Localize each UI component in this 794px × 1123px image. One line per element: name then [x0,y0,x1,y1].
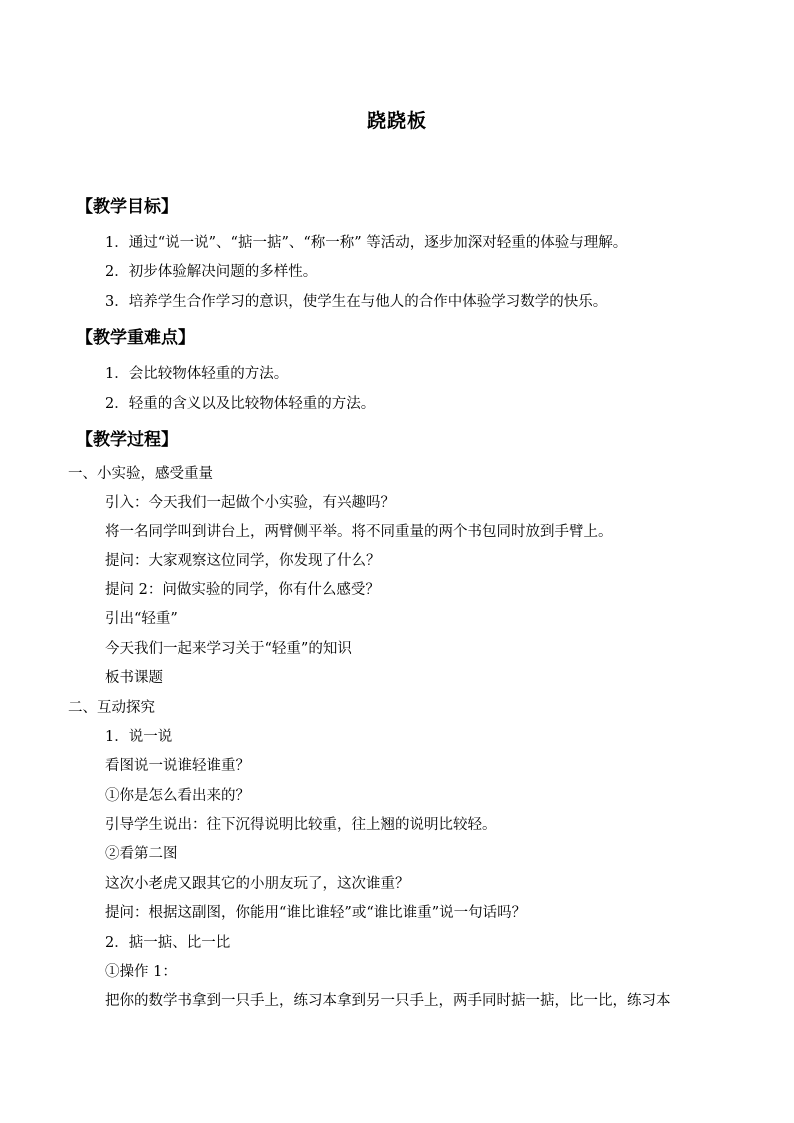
part1-line: 今天我们一起来学习关于“轻重”的知识 [105,641,352,657]
part2-line: ①操作 1： [105,964,177,980]
part2-line: 1．说一说 [105,729,173,745]
part2-line: 把你的数学书拿到一只手上，练习本拿到另一只手上，两手同时掂一掂，比一比，练习本 [105,993,671,1009]
part1-line: 引出“轻重” [105,611,178,627]
part2-line: 2．掂一掂、比一比 [105,935,231,951]
part1-title: 一、小实验，感受重量 [68,466,213,482]
goal-item: 3．培养学生合作学习的意识，使学生在与他人的合作中体验学习数学的快乐。 [105,294,608,310]
part2-line: 看图说一说谁轻谁重？ [105,758,250,774]
part2-line: ②看第二图 [105,846,178,862]
goal-item: 2．初步体验解决问题的多样性。 [105,264,318,280]
key-item: 1．会比较物体轻重的方法。 [105,366,289,382]
document-title: 跷跷板 [366,110,427,132]
part2-line: 引导学生说出：往下沉得说明比较重，往上翘的说明比较轻。 [105,817,497,833]
part1-line: 提问：大家观察这位同学，你发现了什么？ [105,553,381,569]
process-heading: 【教学过程】 [76,430,178,450]
part1-line: 引入：今天我们一起做个小实验，有兴趣吗？ [105,495,395,511]
part2-line: 这次小老虎又跟其它的小朋友玩了，这次谁重？ [105,876,410,892]
part1-line: 板书课题 [105,670,163,686]
part2-title: 二、互动探究 [68,700,155,716]
part2-line: ①你是怎么看出来的？ [105,788,250,804]
key-heading: 【教学重难点】 [76,328,195,348]
part1-line: 将一名同学叫到讲台上，两臂侧平举。将不同重量的两个书包同时放到手臂上。 [105,524,613,540]
part2-line: 提问：根据这副图，你能用“谁比谁轻”或“谁比谁重”说一句话吗？ [105,905,527,921]
goals-heading: 【教学目标】 [76,197,178,217]
goal-item: 1．通过“说一说”、“掂一掂”、“称一称” 等活动，逐步加深对轻重的体验与理解。 [105,235,628,251]
part1-line: 提问 2：问做实验的同学，你有什么感受？ [105,582,380,598]
key-item: 2．轻重的含义以及比较物体轻重的方法。 [105,396,376,412]
